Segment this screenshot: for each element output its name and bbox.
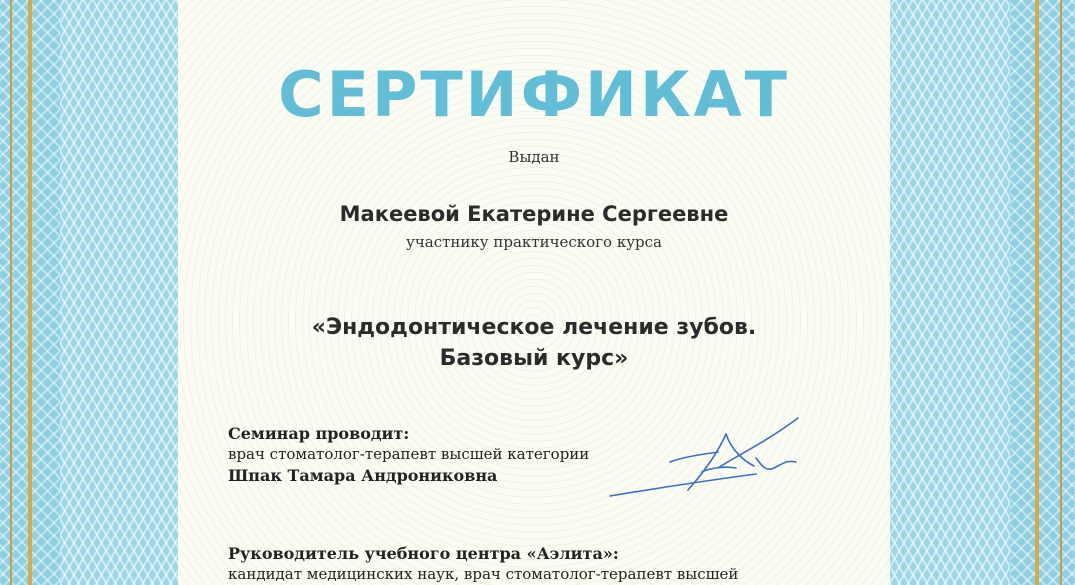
recipient-name: Макеевой Екатерине Сергеевне — [339, 202, 729, 226]
handwritten-signature-icon — [606, 412, 806, 511]
guilloche-pattern-right — [888, 0, 1010, 585]
gold-border-line-right-outer — [1060, 0, 1062, 585]
seminar-name: Шпак Тамара Андрониковна — [228, 466, 498, 485]
gold-border-line-right — [1035, 0, 1039, 585]
center-block — [228, 544, 738, 583]
seminar-position: врач стоматолог-терапевт высшей категории — [228, 445, 590, 463]
issued-label: Выдан — [508, 148, 560, 166]
gold-border-line-left — [28, 0, 32, 585]
recipient-role: участнику практического курса — [406, 233, 662, 251]
course-title — [178, 312, 890, 374]
seminar-heading: Семинар проводит: — [228, 424, 410, 443]
center-heading: Руководитель учебного центра «Аэлита»: — [228, 544, 619, 563]
seminar-block — [228, 424, 589, 485]
guilloche-pattern-left — [60, 0, 182, 585]
center-position: кандидат медицинских наук, врач стоматолог-терапевт высшей — [228, 565, 739, 583]
gold-border-line-left-outer — [10, 0, 12, 585]
course-title-line-1: «Эндодонтическое лечение зубов. — [311, 315, 757, 340]
certificate-title: СЕРТИФИКАТ — [278, 58, 790, 131]
course-title-line-2: Базовый курс» — [439, 346, 629, 371]
